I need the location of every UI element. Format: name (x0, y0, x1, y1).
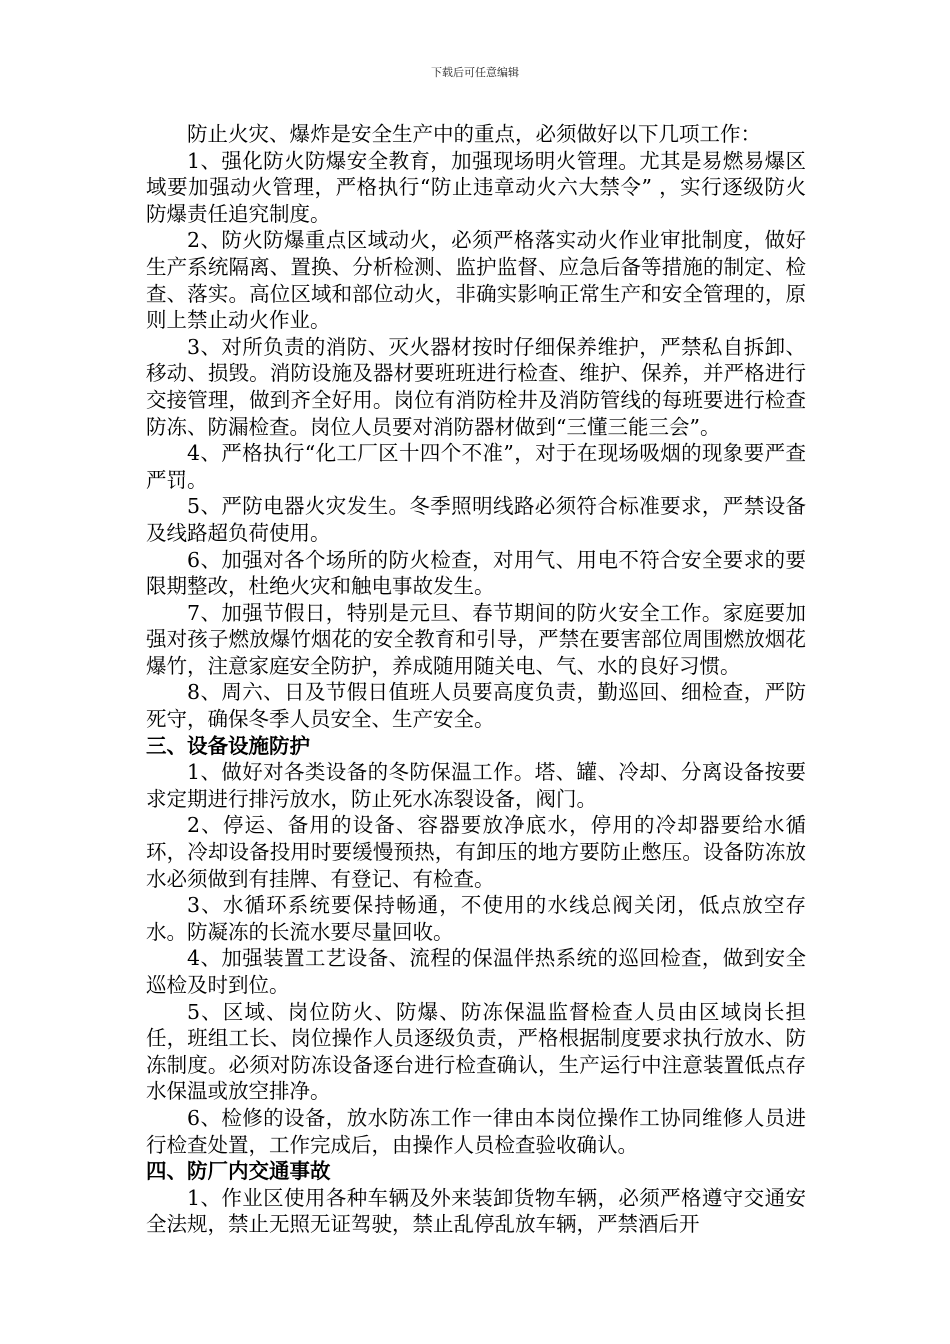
fire-item-8: 8、周六、日及节假日值班人员要高度负责，勤巡回、细检查，严防死守，确保冬季人员安全、生产安全。 (146, 680, 806, 732)
fire-item-4: 4、严格执行“化工厂区十四个不准”，对于在现场吸烟的现象要严查严罚。 (146, 441, 806, 492)
document-body (146, 121, 806, 1238)
fire-item-1: 1、强化防火防爆安全教育，加强现场明火管理。尤其是易燃易爆区域要加强动火管理，严格执行“防止违章动火六大禁令” ，实行逐级防火防爆责任追究制度。 (146, 148, 806, 226)
fire-item-5: 5、严防电器火灾发生。冬季照明线路必须符合标准要求，严禁设备及线路超负荷使用。 (146, 494, 806, 545)
equipment-item-2: 2、停运、备用的设备、容器要放净底水，停用的冷却器要给水循环，冷却设备投用时要缓慢预热，有卸压的地方要防止憋压。设备防冻放水必须做到有挂牌、有登记、有检查。 (146, 813, 806, 891)
equipment-item-6: 6、检修的设备，放水防冻工作一律由本岗位操作工协同维修人员进行检查处置，工作完成后，由操作人员检查验收确认。 (146, 1105, 806, 1157)
traffic-item-1: 1、作业区使用各种车辆及外来装卸货物车辆，必须严格遵守交通安全法规，禁止无照无证驾驶，禁止乱停乱放车辆，严禁酒后开 (146, 1185, 806, 1237)
fire-item-7: 7、加强节假日，特别是元旦、春节期间的防火安全工作。家庭要加强对孩子燃放爆竹烟花的安全教育和引导，严禁在要害部位周围燃放烟花爆竹，注意家庭安全防护，养成随用随关电、气、水的良好习惯。 (146, 600, 806, 678)
intro-paragraph: 防止火灾、爆炸是安全生产中的重点，必须做好以下几项工作： (187, 122, 761, 146)
fire-item-6: 6、加强对各个场所的防火检查，对用气、用电不符合安全要求的要限期整改，杜绝火灾和触电事故发生。 (146, 547, 806, 599)
equipment-item-5: 5、区域、岗位防火、防爆、防冻保温监督检查人员由区域岗长担任，班组工长、岗位操作人员逐级负责，严格根据制度要求执行放水、防冻制度。必须对防冻设备逐台进行检查确认，生产运行中注意装置低点存水保温或放空排净。 (146, 999, 806, 1104)
section-heading-equipment: 三、设备设施防护 (146, 733, 310, 758)
equipment-item-3: 3、水循环系统要保持畅通，不使用的水线总阀关闭，低点放空存水。防凝冻的长流水要尽量回收。 (146, 893, 806, 944)
equipment-item-1: 1、做好对各类设备的冬防保温工作。塔、罐、冷却、分离设备按要求定期进行排污放水，防止死水冻裂设备，阀门。 (146, 760, 806, 811)
equipment-item-4: 4、加强装置工艺设备、流程的保温伴热系统的巡回检查，做到安全巡检及时到位。 (146, 946, 806, 997)
page-header: 下载后可任意编辑 (431, 66, 519, 79)
fire-item-3: 3、对所负责的消防、灭火器材按时仔细保养维护，严禁私自拆卸、移动、损毁。消防设施及器材要班班进行检查、维护、保养，并严格进行交接管理，做到齐全好用。岗位有消防栓井及消防管线的每班要进行检查防冻、防漏检查。岗位人员要对消防器材做到“三懂三能三会”。 (146, 334, 806, 439)
section-heading-traffic: 四、防厂内交通事故 (146, 1159, 331, 1184)
fire-item-2: 2、防火防爆重点区域动火，必须严格落实动火作业审批制度，做好生产系统隔离、置换、分析检测、监护监督、应急后备等措施的制定、检查、落实。高位区域和部位动火，非确实影响正常生产和安全管理的，原则上禁止动火作业。 (146, 228, 806, 333)
